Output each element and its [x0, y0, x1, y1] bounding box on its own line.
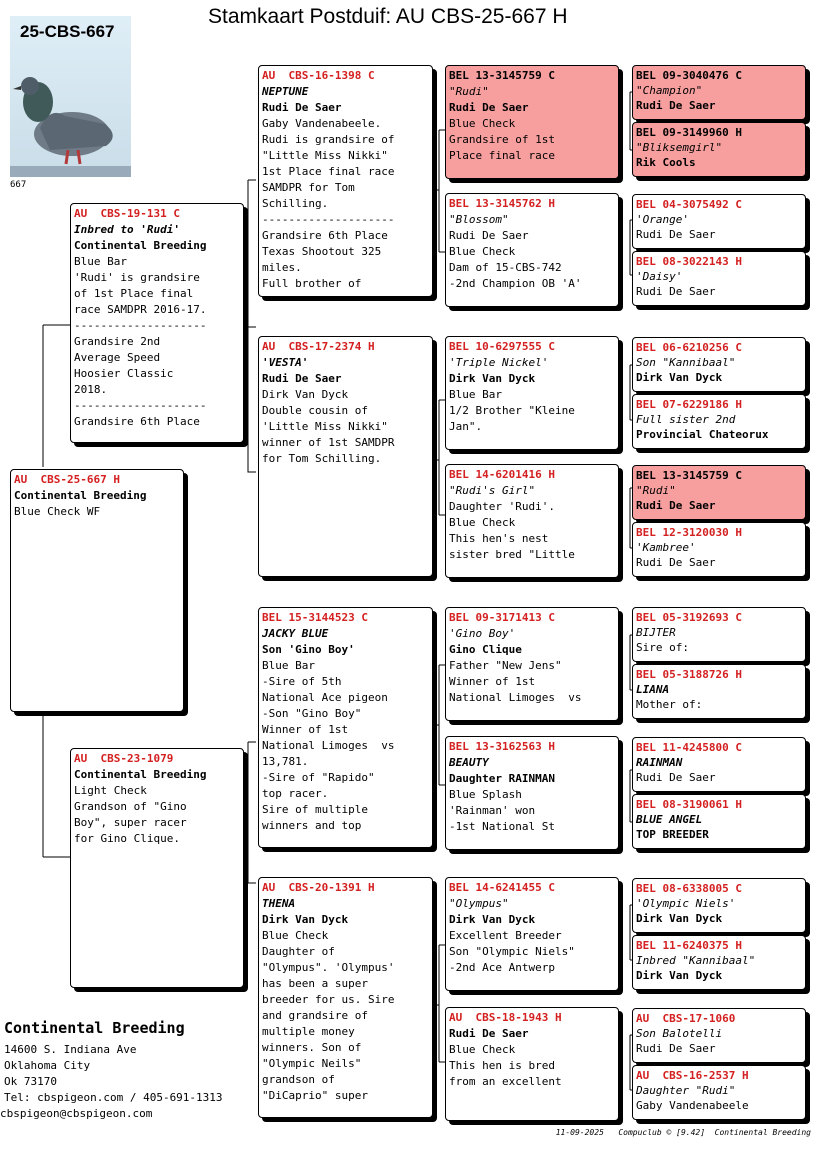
detail-line: Blue Splash [449, 788, 522, 801]
detail-line: Texas Shootout 325 [262, 245, 382, 258]
pigeon-card-g9[interactable] [632, 607, 806, 662]
detail-line: Blue Check [449, 117, 516, 130]
ring-number: AU CBS-17-1060 [636, 1012, 736, 1025]
pigeon-owner: Provincial Chateorux [636, 428, 769, 441]
pigeon-card-g5[interactable] [632, 337, 806, 392]
detail-line: 'Little Miss Nikki" [262, 420, 388, 433]
pigeon-card-dss[interactable] [445, 607, 619, 721]
ring-number: AU CBS-16-2537 H [636, 1069, 749, 1082]
detail-line: Dam of 15-CBS-742 [449, 261, 562, 274]
pigeon-card-sire[interactable] [70, 203, 244, 443]
detail-line: Grandsire 6th Place [74, 415, 200, 428]
detail-line: Father "New Jens" [449, 659, 562, 672]
ring-number: AU CBS-20-1391 H [262, 881, 375, 894]
ring-number: BEL 09-3171413 C [449, 611, 555, 624]
pigeon-card-dds[interactable] [445, 877, 619, 991]
pigeon-name: Full sister 2nd [636, 413, 736, 426]
detail-line: Dirk Van Dyck [262, 388, 349, 401]
detail-line: "Olympic Neils" [262, 1057, 362, 1070]
ring-number: AU CBS-16-1398 C [262, 69, 375, 82]
detail-line: Blue Bar [449, 388, 502, 401]
pigeon-name: "Olympus" [449, 897, 509, 910]
pigeon-card-g2[interactable] [632, 122, 806, 177]
detail-line: sister bred "Little [449, 548, 575, 561]
detail-line: for Gino Clique. [74, 832, 180, 845]
detail-line: Average Speed [74, 351, 161, 364]
pigeon-name: 'Kambree' [636, 541, 696, 554]
pigeon-owner: Rudi De Saer [262, 372, 342, 385]
pigeon-owner: Continental Breeding [74, 768, 207, 781]
breeder-info [0, 1018, 223, 1122]
detail-line: top racer. [262, 787, 329, 800]
pigeon-card-dsd[interactable] [445, 736, 619, 850]
detail-line: "Olympus". 'Olympus' [262, 961, 395, 974]
detail-line: Grandsire 6th Place [262, 229, 388, 242]
detail-line: Light Check [74, 784, 147, 797]
pigeon-card-sd[interactable] [258, 336, 433, 577]
detail-line: Rudi is grandsire of [262, 133, 395, 146]
detail-line: -Son "Gino Boy" [262, 707, 362, 720]
ring-number: BEL 10-6297555 C [449, 340, 555, 353]
detail-line: Blue Bar [74, 255, 127, 268]
detail-line: 13,781. [262, 755, 309, 768]
detail-line: Grandson of "Gino [74, 800, 187, 813]
detail-line: Blue Check [262, 929, 329, 942]
pigeon-card-sds[interactable] [445, 336, 619, 450]
detail-line: Winner of 1st [262, 723, 349, 736]
breeder-name: Continental Breeding [4, 1019, 185, 1037]
ring-number: BEL 04-3075492 C [636, 198, 742, 211]
ring-number: BEL 15-3144523 C [262, 611, 368, 624]
detail-line: This hen is bred [449, 1059, 555, 1072]
detail-line: National Ace pigeon [262, 691, 388, 704]
detail-line: of 1st Place final [74, 287, 194, 300]
ring-number: BEL 07-6229186 H [636, 398, 742, 411]
pigeon-owner: Rudi De Saer [636, 1042, 716, 1055]
detail-line: Hoosier Classic [74, 367, 174, 380]
pigeon-card-g7[interactable] [632, 465, 806, 520]
photo-caption: 667 [10, 180, 27, 190]
pigeon-card-ddd[interactable] [445, 1007, 619, 1121]
pigeon-card-g12[interactable] [632, 794, 806, 849]
pigeon-name: 'Triple Nickel' [449, 356, 549, 369]
ring-number: BEL 08-3022143 H [636, 255, 742, 268]
pigeon-owner: Continental Breeding [14, 489, 147, 502]
pigeon-owner: Dirk Van Dyck [262, 913, 349, 926]
pigeon-card-g1[interactable] [632, 65, 806, 120]
pigeon-name: "Rudi" [449, 85, 489, 98]
breeder-address-line: 14600 S. Indiana Ave [4, 1043, 137, 1056]
detail-line: 'Rudi' is grandsire [74, 271, 200, 284]
detail-line: -2nd Champion OB 'A' [449, 277, 582, 290]
detail-line: Blue Check [449, 516, 516, 529]
pigeon-name: THENA [262, 897, 296, 910]
ring-number: AU CBS-23-1079 [74, 752, 174, 765]
pigeon-owner: Continental Breeding [74, 239, 207, 252]
ring-number: BEL 05-3192693 C [636, 611, 742, 624]
pigeon-owner: Rudi De Saer [262, 101, 342, 114]
detail-line: -1st National St [449, 820, 555, 833]
detail-line: National Limoges vs [449, 691, 582, 704]
pigeon-name: Daughter "Rudi" [636, 1084, 736, 1097]
pigeon-card-sss[interactable] [445, 65, 619, 179]
pigeon-card-subject[interactable] [10, 469, 184, 712]
pigeon-owner: Gaby Vandenabeele [636, 1099, 749, 1112]
pigeon-name: JACKY BLUE [262, 627, 329, 640]
pigeon-owner: Rudi De Saer [636, 228, 716, 241]
pigeon-card-g10[interactable] [632, 664, 806, 719]
pigeon-owner: Daughter 'Rudi'. [449, 500, 555, 513]
pigeon-name: 'VESTA' [262, 356, 309, 369]
pigeon-owner: Rudi De Saer [636, 285, 716, 298]
ring-number: BEL 14-6201416 H [449, 468, 555, 481]
footer-credit: 11-09-2025 Compuclub © [9.42] Continental Breeding [555, 1128, 811, 1137]
detail-line: Grandsire 2nd [74, 335, 161, 348]
detail-line: Gaby Vandenabeele. [262, 117, 382, 130]
ring-number: AU CBS-18-1943 H [449, 1011, 562, 1024]
detail-line: Jan". [449, 420, 483, 433]
pigeon-name: "Blossom" [449, 213, 509, 226]
ring-number: BEL 11-4245800 C [636, 741, 742, 754]
pigeon-card-g16[interactable] [632, 1065, 806, 1120]
ring-number: BEL 13-3162563 H [449, 740, 555, 753]
photo-ring-label: 25-CBS-667 [20, 22, 115, 41]
detail-line: and grandsire of [262, 1009, 368, 1022]
ring-number: BEL 13-3145759 C [636, 469, 742, 482]
pigeon-owner: Dirk Van Dyck [449, 913, 536, 926]
ring-number: BEL 05-3188726 H [636, 668, 742, 681]
pigeon-owner: Rudi De Saer [449, 229, 529, 242]
ring-number: BEL 08-3190061 H [636, 798, 742, 811]
pigeon-owner: Dirk Van Dyck [636, 912, 723, 925]
breeder-email: cbspigeon@cbspigeon.com [0, 1107, 153, 1120]
detail-line: winners and top [262, 819, 362, 832]
detail-line: -------------------- [74, 399, 207, 412]
pigeon-owner: Dirk Van Dyck [449, 372, 536, 385]
pigeon-name: 'Daisy' [636, 270, 683, 283]
detail-line: has been a super [262, 977, 368, 990]
detail-line: miles. [262, 261, 302, 274]
detail-line: race SAMDPR 2016-17. [74, 303, 207, 316]
ring-number: AU CBS-25-667 H [14, 473, 120, 486]
pigeon-owner: Dirk Van Dyck [636, 371, 723, 384]
detail-line: -2nd Ace Antwerp [449, 961, 555, 974]
detail-line: -Sire of "Rapido" [262, 771, 375, 784]
detail-line: Grandsire of 1st [449, 133, 555, 146]
detail-line: Sire of multiple [262, 803, 368, 816]
pigeon-card-g6[interactable] [632, 394, 806, 449]
pigeon-owner: Rudi De Saer [636, 499, 716, 512]
detail-line: SAMDPR for Tom [262, 181, 355, 194]
pigeon-card-g11[interactable] [632, 737, 806, 792]
pigeon-name: NEPTUNE [262, 85, 309, 98]
detail-line: "DiCaprio" super [262, 1089, 368, 1102]
pigeon-name: 'Olympic Niels' [636, 897, 736, 910]
detail-line: 1st Place final race [262, 165, 395, 178]
detail-line: -------------------- [262, 213, 395, 226]
pigeon-name: 'Orange' [636, 213, 689, 226]
pigeon-card-g14[interactable] [632, 935, 806, 990]
pigeon-card-g3[interactable] [632, 194, 806, 249]
pigeon-owner: Rudi De Saer [449, 101, 529, 114]
ring-number: BEL 09-3149960 H [636, 126, 742, 139]
ring-number: BEL 06-6210256 C [636, 341, 742, 354]
pigeon-name: BIJTER [636, 626, 676, 639]
pigeon-owner: Rudi De Saer [636, 771, 716, 784]
pigeon-owner: Rudi De Saer [636, 99, 716, 112]
detail-line: Daughter of [262, 945, 335, 958]
breeder-contact: Tel: cbspigeon.com / 405-691-1313 [4, 1091, 223, 1104]
detail-line: Boy", super racer [74, 816, 187, 829]
pigeon-owner: Son 'Gino Boy' [262, 643, 355, 656]
ring-number: BEL 14-6241455 C [449, 881, 555, 894]
detail-line: winners. Son of [262, 1041, 362, 1054]
page-title: Stamkaart Postduif: AU CBS-25-667 H [208, 5, 568, 28]
pigeon-owner: Rudi De Saer [449, 1027, 529, 1040]
pigeon-owner: Rudi De Saer [636, 556, 716, 569]
detail-line: Blue Check [449, 245, 516, 258]
detail-line: This hen's nest [449, 532, 549, 545]
detail-line: -Sire of 5th [262, 675, 342, 688]
detail-line: for Tom Schilling. [262, 452, 382, 465]
pigeon-name: Inbred "Kannibaal" [636, 954, 756, 967]
pigeon-name: BLUE ANGEL [636, 813, 703, 826]
detail-line: Double cousin of [262, 404, 368, 417]
detail-line: 1/2 Brother "Kleine [449, 404, 575, 417]
pigeon-card-ss[interactable] [258, 65, 433, 297]
pigeon-owner: Daughter RAINMAN [449, 772, 555, 785]
pigeon-name: Son "Kannibaal" [636, 356, 736, 369]
detail-line: Excellent Breeder [449, 929, 562, 942]
ring-number: AU CBS-17-2374 H [262, 340, 375, 353]
breeder-address-line: Oklahoma City [4, 1059, 91, 1072]
ring-number: BEL 08-6338005 C [636, 882, 742, 895]
pigeon-name: "Rudi's Girl" [449, 484, 536, 497]
pigeon-owner: Gino Clique [449, 643, 522, 656]
detail-line: National Limoges vs [262, 739, 395, 752]
pigeon-name: RAINMAN [636, 756, 683, 769]
detail-line: Son "Olympic Niels" [449, 945, 575, 958]
pigeon-owner: Mother of: [636, 698, 703, 711]
detail-line: Blue Check [449, 1043, 516, 1056]
pigeon-owner: Sire of: [636, 641, 689, 654]
ring-number: BEL 09-3040476 C [636, 69, 742, 82]
detail-line: winner of 1st SAMDPR [262, 436, 395, 449]
ring-number: AU CBS-19-131 C [74, 207, 180, 220]
pigeon-owner: Rik Cools [636, 156, 696, 169]
ring-number: BEL 13-3145759 C [449, 69, 555, 82]
pigeon-name: Inbred to 'Rudi' [74, 223, 180, 236]
pigeon-card-ds[interactable] [258, 607, 433, 848]
pigeon-card-g13[interactable] [632, 878, 806, 933]
pigeon-card-dd[interactable] [258, 877, 433, 1118]
ring-number: BEL 11-6240375 H [636, 939, 742, 952]
pigeon-card-g8[interactable] [632, 522, 806, 577]
ring-number: BEL 12-3120030 H [636, 526, 742, 539]
detail-line: 'Rainman' won [449, 804, 536, 817]
pigeon-name: "Rudi" [636, 484, 676, 497]
detail-line: 2018. [74, 383, 108, 396]
detail-line: breeder for us. Sire [262, 993, 395, 1006]
pigeon-name: 'Gino Boy' [449, 627, 516, 640]
pigeon-card-ssd[interactable] [445, 193, 619, 307]
pigeon-name: Son Balotelli [636, 1027, 723, 1040]
detail-line: -------------------- [74, 319, 207, 332]
pigeon-name: LIANA [636, 683, 670, 696]
pigeon-name: "Bliksemgirl" [636, 141, 723, 154]
pigeon-card-dam[interactable] [70, 748, 244, 988]
detail-line: Blue Check WF [14, 505, 101, 518]
detail-line: Winner of 1st [449, 675, 536, 688]
detail-line: "Little Miss Nikki" [262, 149, 388, 162]
pigeon-owner: Dirk Van Dyck [636, 969, 723, 982]
breeder-address-line: Ok 73170 [4, 1075, 57, 1088]
pigeon-name: "Champion" [636, 84, 703, 97]
detail-line: grandson of [262, 1073, 335, 1086]
pigeon-card-g15[interactable] [632, 1008, 806, 1063]
detail-line: Place final race [449, 149, 555, 162]
detail-line: Schilling. [262, 197, 329, 210]
detail-line: multiple money [262, 1025, 355, 1038]
pigeon-card-sdd[interactable] [445, 464, 619, 578]
pigeon-card-g4[interactable] [632, 251, 806, 306]
ring-number: BEL 13-3145762 H [449, 197, 555, 210]
detail-line: from an excellent [449, 1075, 562, 1088]
detail-line: Blue Bar [262, 659, 315, 672]
detail-line: Full brother of [262, 277, 362, 290]
pigeon-name: BEAUTY [449, 756, 489, 769]
pigeon-owner: TOP BREEDER [636, 828, 709, 841]
